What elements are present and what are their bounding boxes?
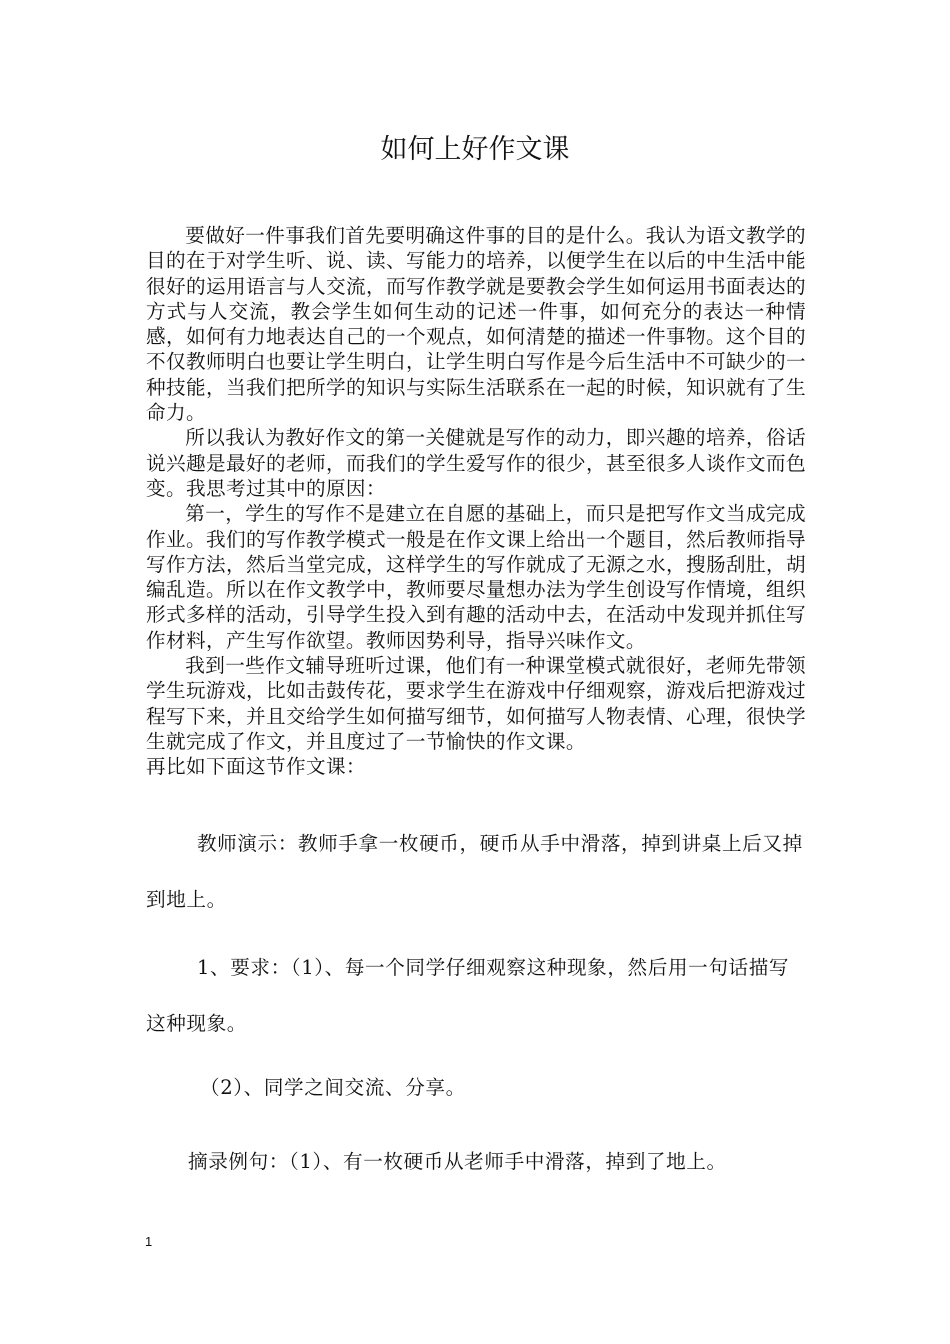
document-body xyxy=(146,223,806,780)
paragraph-tutoring-class: 我到一些作文辅导班听过课，他们有一种课堂模式就很好，老师先带领学生玩游戏，比如击鼓传花，要求学生在游戏中仔细观察，游戏后把游戏过程写下来，并且交给学生如何描写细节，如何描写人物表情、心理，很快学生就完成了作文，并且度过了一节愉快的作文课。 xyxy=(146,654,806,753)
requirement-block xyxy=(146,940,806,1052)
paragraph-lead-in: 再比如下面这节作文课： xyxy=(146,755,366,779)
paragraph-purpose: 要做好一件事我们首先要明确这件事的目的是什么。我认为语文教学的目的在于对学生听、说、读、写能力的培养，以便学生在以后的中生活中能很好的运用语言与人交流，而写作教学就是要教会学生如何运用书面表达的方式与人交流，教会学生如何生动的记述一件事，如何充分的表达一种情感，如何有力地表达自己的一个观点，如何清楚的描述一件事物。这个目的不仅教师明白也要让学生明白，让学生明白写作是今后生活中不可缺少的一种技能，当我们把所学的知识与实际生活联系在一起的时候，知识就有了生命力。 xyxy=(146,224,806,425)
requirement-1-text: 1、要求：（1）、每一个同学仔细观察这种现象，然后用一句话描写这种现象。 xyxy=(146,956,790,1035)
requirement-2-text: （2）、同学之间交流、分享。 xyxy=(200,1076,466,1099)
excerpt-example-text: 摘录例句：（1）、有一枚硬币从老师手中滑落，掉到了地上。 xyxy=(188,1150,727,1173)
page-number: 1 xyxy=(145,1234,153,1249)
paragraph-first-reason: 第一，学生的写作不是建立在自愿的基础上，而只是把写作文当成完成作业。我们的写作教学模式一般是在作文课上给出一个题目，然后教师指导写作方法，然后当堂完成，这样学生的写作就成了无源之水，搜肠刮肚，胡编乱造。所以在作文教学中，教师要尽量想办法为学生创设写作情境，组织形式多样的活动，引导学生投入到有趣的活动中去，在活动中发现并抓住写作材料，产生写作欲望。教师因势利导，指导兴味作文。 xyxy=(146,502,806,652)
teacher-demo-text: 教师演示：教师手拿一枚硬币，硬币从手中滑落，掉到讲桌上后又掉到地上。 xyxy=(146,832,803,911)
paragraph-motivation: 所以我认为教好作文的第一关健就是写作的动力，即兴趣的培养，俗话说兴趣是最好的老师，而我们的学生爱写作的很少，甚至很多人谈作文而色变。我思考过其中的原因： xyxy=(146,426,806,500)
teacher-demo-block xyxy=(146,816,806,928)
page-title: 如何上好作文课 xyxy=(380,134,570,165)
